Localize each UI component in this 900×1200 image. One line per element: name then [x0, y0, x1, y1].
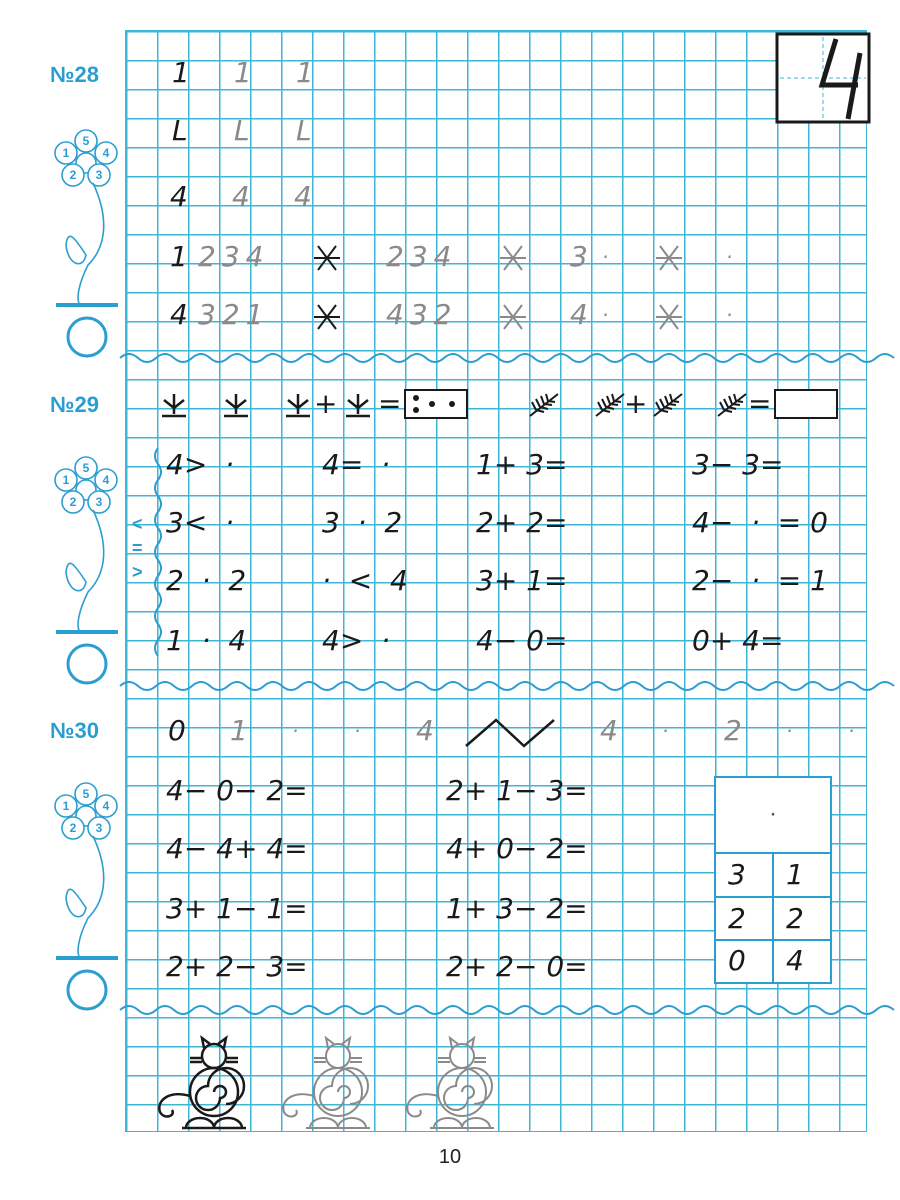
sequence-5-start: 4 — [170, 298, 188, 331]
star-icon — [498, 243, 528, 273]
petal-5: 5 — [82, 787, 90, 801]
sum-3-1: 1+ 3= — [476, 448, 568, 481]
plus-sign: + — [624, 387, 648, 420]
sequence-dot-3: · — [662, 719, 669, 743]
expression-2-1: 2+ 1− 3= — [446, 774, 588, 807]
cat-icon — [152, 1036, 252, 1136]
sequence-5-trace-3: 4 — [570, 298, 588, 331]
petal-2: 2 — [69, 821, 77, 835]
cat-icon — [400, 1036, 500, 1136]
petal-1: 1 — [62, 473, 70, 487]
sequence-dot-4: · — [786, 719, 793, 743]
star-icon — [654, 243, 684, 273]
house-cell: 0 — [728, 944, 746, 977]
star-icon — [498, 302, 528, 332]
expression-1-1: 4− 0− 2= — [166, 774, 308, 807]
sum-3-3: 3+ 1= — [476, 564, 568, 597]
house-cell: 1 — [786, 858, 804, 891]
house-cell: 3 — [728, 858, 746, 891]
house-top: · — [769, 800, 777, 827]
branch-icon — [592, 390, 628, 420]
digit-sample-icon — [776, 33, 870, 123]
sum-4-2: 4− · = 0 — [692, 506, 828, 539]
compare-2-1: 4= · — [322, 448, 390, 481]
trace-1-c: 1 — [296, 56, 314, 89]
sequence-4-trace-2: 234 — [386, 240, 458, 273]
sum-3-4: 4− 0= — [476, 624, 568, 657]
plus-sign: + — [314, 387, 338, 420]
petal-3: 3 — [95, 821, 103, 835]
number-house — [714, 776, 832, 984]
sequence-5-trace: 321 — [198, 298, 270, 331]
trace-2-b: L — [234, 114, 250, 147]
exercise-number-28: №28 — [50, 62, 99, 87]
compare-2-2: 3 · 2 — [322, 506, 403, 539]
petal-5: 5 — [82, 134, 90, 148]
flower-icon — [48, 452, 128, 692]
sequence-4-dot-2: · — [726, 245, 733, 269]
compare-2-4: 4> · — [322, 624, 390, 657]
sign-equal: = — [132, 538, 143, 558]
sequence-4-b: 4 — [600, 714, 618, 747]
answer-box[interactable] — [774, 389, 838, 419]
sum-4-1: 3− 3= — [692, 448, 784, 481]
trace-1-b: 1 — [234, 56, 252, 89]
wavy-separator-3 — [0, 1000, 900, 1020]
sequence-4-start: 1 — [170, 240, 188, 273]
flower-icon — [48, 778, 128, 1018]
petal-5: 5 — [82, 461, 90, 475]
sequence-4: 4 — [416, 714, 434, 747]
petal-2: 2 — [69, 168, 77, 182]
wavy-separator-2 — [0, 676, 900, 696]
zigzag-icon — [464, 718, 560, 748]
mushroom-icon — [218, 390, 254, 420]
trace-2-a: L — [172, 114, 188, 147]
sequence-5-dot-2: · — [726, 303, 733, 327]
house-cell: 2 — [728, 902, 746, 935]
equals-sign: = — [378, 387, 402, 420]
sequence-0: 0 — [168, 714, 186, 747]
equals-sign: = — [748, 387, 772, 420]
expression-2-3: 1+ 3− 2= — [446, 892, 588, 925]
petal-1: 1 — [62, 799, 70, 813]
mushroom-icon — [340, 390, 376, 420]
petal-3: 3 — [95, 495, 103, 509]
petal-4: 4 — [102, 799, 110, 813]
trace-3-c: 4 — [294, 180, 312, 213]
expression-1-3: 3+ 1− 1= — [166, 892, 308, 925]
branch-icon — [526, 390, 562, 420]
sum-3-2: 2+ 2= — [476, 506, 568, 539]
compare-2-3: · < 4 — [322, 564, 408, 597]
dot-card-answer[interactable] — [404, 389, 468, 419]
petal-4: 4 — [102, 473, 110, 487]
sequence-5-dot-1: · — [602, 303, 609, 327]
expression-1-4: 2+ 2− 3= — [166, 950, 308, 983]
sequence-1: 1 — [230, 714, 248, 747]
wavy-separator-1 — [0, 348, 900, 368]
house-cell: 2 — [786, 902, 804, 935]
star-icon — [312, 243, 342, 273]
compare-1-1: 4> · — [166, 448, 234, 481]
mushroom-icon — [156, 390, 192, 420]
star-icon — [654, 302, 684, 332]
sequence-4-trace-3: 3 — [570, 240, 588, 273]
petal-3: 3 — [95, 168, 103, 182]
sequence-dot-5: · — [848, 719, 855, 743]
petal-2: 2 — [69, 495, 77, 509]
branch-icon — [714, 390, 750, 420]
expression-1-2: 4− 4+ 4= — [166, 832, 308, 865]
star-icon — [312, 302, 342, 332]
cat-icon — [276, 1036, 376, 1136]
expression-2-2: 4+ 0− 2= — [446, 832, 588, 865]
house-cell: 4 — [786, 944, 804, 977]
petal-4: 4 — [102, 146, 110, 160]
sum-4-4: 0+ 4= — [692, 624, 784, 657]
sequence-2: 2 — [724, 714, 742, 747]
compare-1-4: 1 · 4 — [166, 624, 247, 657]
petal-1: 1 — [62, 146, 70, 160]
trace-2-c: L — [296, 114, 312, 147]
sum-4-3: 2− · = 1 — [692, 564, 828, 597]
sequence-dot-2: · — [354, 719, 361, 743]
sequence-dot-1: · — [292, 719, 299, 743]
sequence-4-trace: 234 — [198, 240, 270, 273]
exercise-number-30: №30 — [50, 718, 99, 743]
expression-2-4: 2+ 2− 0= — [446, 950, 588, 983]
flower-icon — [48, 125, 128, 365]
trace-1-a: 1 — [172, 56, 190, 89]
branch-icon — [650, 390, 686, 420]
sequence-4-dot-1: · — [602, 245, 609, 269]
trace-3-b: 4 — [232, 180, 250, 213]
sequence-5-trace-2: 432 — [386, 298, 458, 331]
exercise-number-29: №29 — [50, 392, 99, 417]
compare-1-2: 3< · — [166, 506, 234, 539]
compare-1-3: 2 · 2 — [166, 564, 247, 597]
sign-greater: > — [132, 562, 143, 582]
trace-3-a: 4 — [170, 180, 188, 213]
sign-less: < — [132, 514, 143, 534]
mushroom-icon — [280, 390, 316, 420]
page-number: 10 — [438, 1146, 462, 1168]
wavy-bracket — [150, 448, 166, 658]
